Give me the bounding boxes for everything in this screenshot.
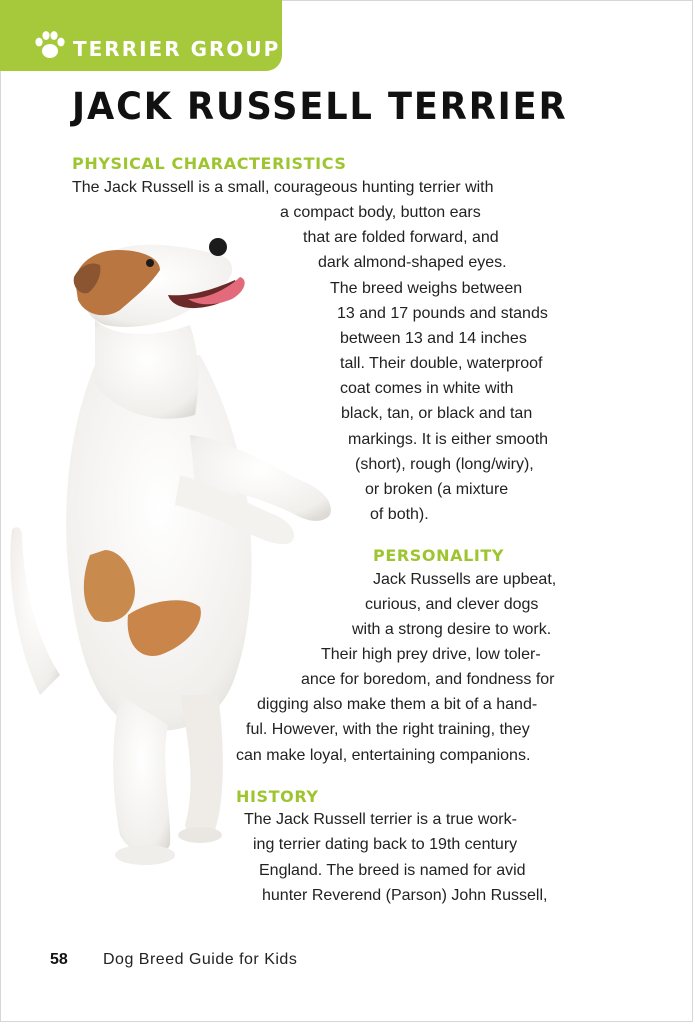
page-number: 58 — [50, 951, 68, 968]
personality-line: with a strong desire to work. — [352, 621, 552, 638]
physical-line: (short), rough (long/wiry), — [355, 456, 534, 473]
personality-heading: PERSONALITY — [373, 546, 505, 565]
physical-line: 13 and 17 pounds and stands — [337, 305, 548, 322]
physical-line: tall. Their double, waterproof — [340, 355, 543, 372]
physical-line: coat comes in white with — [340, 380, 514, 397]
page-title: JACK RUSSELL TERRIER — [72, 85, 568, 128]
physical-line: The breed weighs between — [330, 280, 523, 297]
personality-line: curious, and clever dogs — [365, 596, 539, 613]
personality-line: ance for boredom, and fondness for — [301, 671, 555, 688]
physical-line: a compact body, button ears — [280, 204, 481, 221]
history-line: The Jack Russell terrier is a true work- — [244, 811, 517, 828]
personality-line: ful. However, with the right training, they — [246, 721, 530, 738]
paw-icon — [34, 30, 66, 60]
physical-line: markings. It is either smooth — [348, 431, 549, 448]
personality-line: digging also make them a bit of a hand- — [257, 696, 538, 713]
history-heading: HISTORY — [236, 787, 319, 806]
physical-line: that are folded forward, and — [303, 229, 499, 246]
book-title: Dog Breed Guide for Kids — [103, 951, 298, 968]
physical-line: or broken (a mixture — [365, 481, 509, 498]
dog-photo — [0, 225, 350, 885]
physical-line: black, tan, or black and tan — [341, 405, 533, 422]
group-tab — [0, 0, 282, 71]
physical-line: dark almond-shaped eyes. — [318, 254, 507, 271]
physical-line: between 13 and 14 inches — [340, 330, 527, 347]
physical-line: of both). — [370, 506, 429, 523]
personality-line: Jack Russells are upbeat, — [373, 571, 557, 588]
physical-line: The Jack Russell is a small, courageous hunting terrier with — [72, 179, 494, 196]
personality-line: can make loyal, entertaining companions. — [236, 747, 531, 764]
personality-line: Their high prey drive, low toler- — [321, 646, 541, 663]
physical-heading: PHYSICAL CHARACTERISTICS — [72, 154, 347, 173]
history-line: England. The breed is named for avid — [259, 862, 526, 879]
history-line: hunter Reverend (Parson) John Russell, — [262, 887, 548, 904]
history-line: ing terrier dating back to 19th century — [253, 836, 518, 853]
group-label: TERRIER GROUP — [73, 37, 281, 61]
